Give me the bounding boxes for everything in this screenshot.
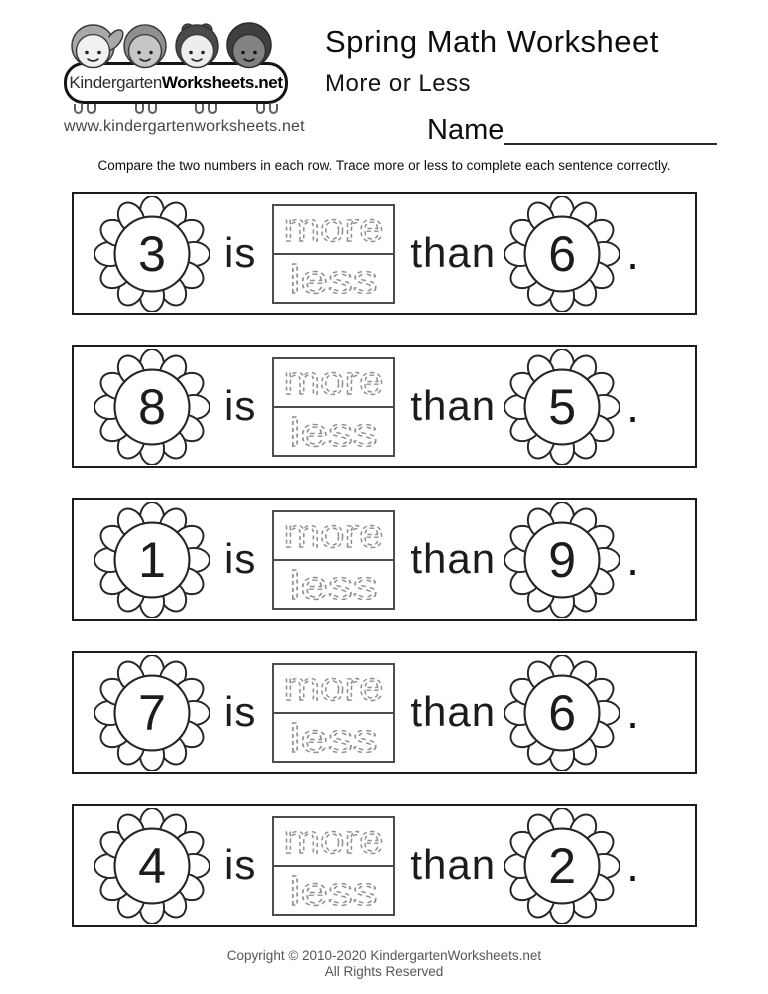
trace-word-more: more bbox=[283, 513, 384, 556]
flower-right bbox=[504, 502, 620, 618]
sentence-period: . bbox=[626, 226, 639, 279]
trace-word-less: less bbox=[289, 564, 378, 606]
sentence-period: . bbox=[626, 532, 639, 585]
flower-right bbox=[504, 349, 620, 465]
trace-more-area[interactable] bbox=[274, 359, 393, 406]
right-number: 9 bbox=[548, 531, 576, 588]
worksheet-subtitle: More or Less bbox=[325, 70, 472, 97]
trace-box bbox=[272, 357, 395, 457]
flower-right bbox=[504, 655, 620, 771]
word-is: is bbox=[224, 841, 257, 889]
left-number: 1 bbox=[138, 531, 166, 588]
instructions-text: Compare the two numbers in each row. Trace more or less to complete each sentence correctly. bbox=[97, 158, 671, 173]
word-than: than bbox=[410, 535, 497, 583]
flower-left bbox=[94, 196, 210, 312]
flower-right bbox=[504, 808, 620, 924]
site-logo bbox=[64, 16, 304, 146]
word-than: than bbox=[410, 688, 497, 736]
footer bbox=[0, 948, 768, 979]
trace-word-more: more bbox=[283, 819, 384, 862]
worksheet-row-1 bbox=[72, 192, 697, 315]
brand-name-bold: Worksheets.net bbox=[161, 73, 283, 92]
right-number: 6 bbox=[548, 225, 576, 282]
left-number: 3 bbox=[138, 225, 166, 282]
trace-less-area[interactable] bbox=[274, 559, 393, 608]
trace-less-area[interactable] bbox=[274, 253, 393, 302]
worksheet-row-2 bbox=[72, 345, 697, 468]
name-field bbox=[427, 112, 717, 145]
name-input-line[interactable] bbox=[504, 112, 717, 145]
trace-word-less: less bbox=[289, 411, 378, 453]
trace-less-area[interactable] bbox=[274, 406, 393, 455]
trace-less-area[interactable] bbox=[274, 865, 393, 914]
word-is: is bbox=[224, 229, 257, 277]
word-than: than bbox=[410, 841, 497, 889]
word-than: than bbox=[410, 229, 497, 277]
brand-name-regular: Kindergarten bbox=[69, 73, 162, 92]
trace-box bbox=[272, 204, 395, 304]
trace-word-more: more bbox=[283, 666, 384, 709]
footer-rights: All Rights Reserved bbox=[324, 964, 444, 979]
trace-box bbox=[272, 816, 395, 916]
word-is: is bbox=[224, 535, 257, 583]
sentence-period: . bbox=[626, 685, 639, 738]
trace-word-more: more bbox=[283, 207, 384, 250]
trace-box bbox=[272, 510, 395, 610]
word-is: is bbox=[224, 688, 257, 736]
left-number: 7 bbox=[138, 684, 166, 741]
trace-word-less: less bbox=[289, 870, 378, 912]
left-number: 8 bbox=[138, 378, 166, 435]
kids-illustration-icon bbox=[67, 16, 279, 74]
word-than: than bbox=[410, 382, 497, 430]
flower-left bbox=[94, 655, 210, 771]
worksheet-title: Spring Math Worksheet bbox=[325, 24, 659, 59]
trace-more-area[interactable] bbox=[274, 665, 393, 712]
right-number: 5 bbox=[548, 378, 576, 435]
name-label: Name bbox=[427, 114, 505, 146]
left-number: 4 bbox=[138, 837, 166, 894]
worksheet-row-3 bbox=[72, 498, 697, 621]
trace-more-area[interactable] bbox=[274, 512, 393, 559]
trace-more-area[interactable] bbox=[274, 206, 393, 253]
trace-less-area[interactable] bbox=[274, 712, 393, 761]
flower-left bbox=[94, 502, 210, 618]
flower-left bbox=[94, 808, 210, 924]
worksheet-rows bbox=[72, 192, 697, 957]
right-number: 2 bbox=[548, 837, 576, 894]
right-number: 6 bbox=[548, 684, 576, 741]
footer-copyright: Copyright © 2010-2020 KindergartenWorksheets.net bbox=[226, 948, 542, 963]
flower-right bbox=[504, 196, 620, 312]
trace-word-less: less bbox=[289, 258, 378, 300]
flower-left bbox=[94, 349, 210, 465]
worksheet-row-4 bbox=[72, 651, 697, 774]
kids-feet-decoration bbox=[74, 104, 278, 114]
website-url: www.kindergartenworksheets.net bbox=[64, 118, 305, 135]
word-is: is bbox=[224, 382, 257, 430]
sentence-period: . bbox=[626, 379, 639, 432]
trace-word-more: more bbox=[283, 360, 384, 403]
trace-box bbox=[272, 663, 395, 763]
worksheet-row-5 bbox=[72, 804, 697, 927]
trace-more-area[interactable] bbox=[274, 818, 393, 865]
trace-word-less: less bbox=[289, 717, 378, 759]
sentence-period: . bbox=[626, 838, 639, 891]
